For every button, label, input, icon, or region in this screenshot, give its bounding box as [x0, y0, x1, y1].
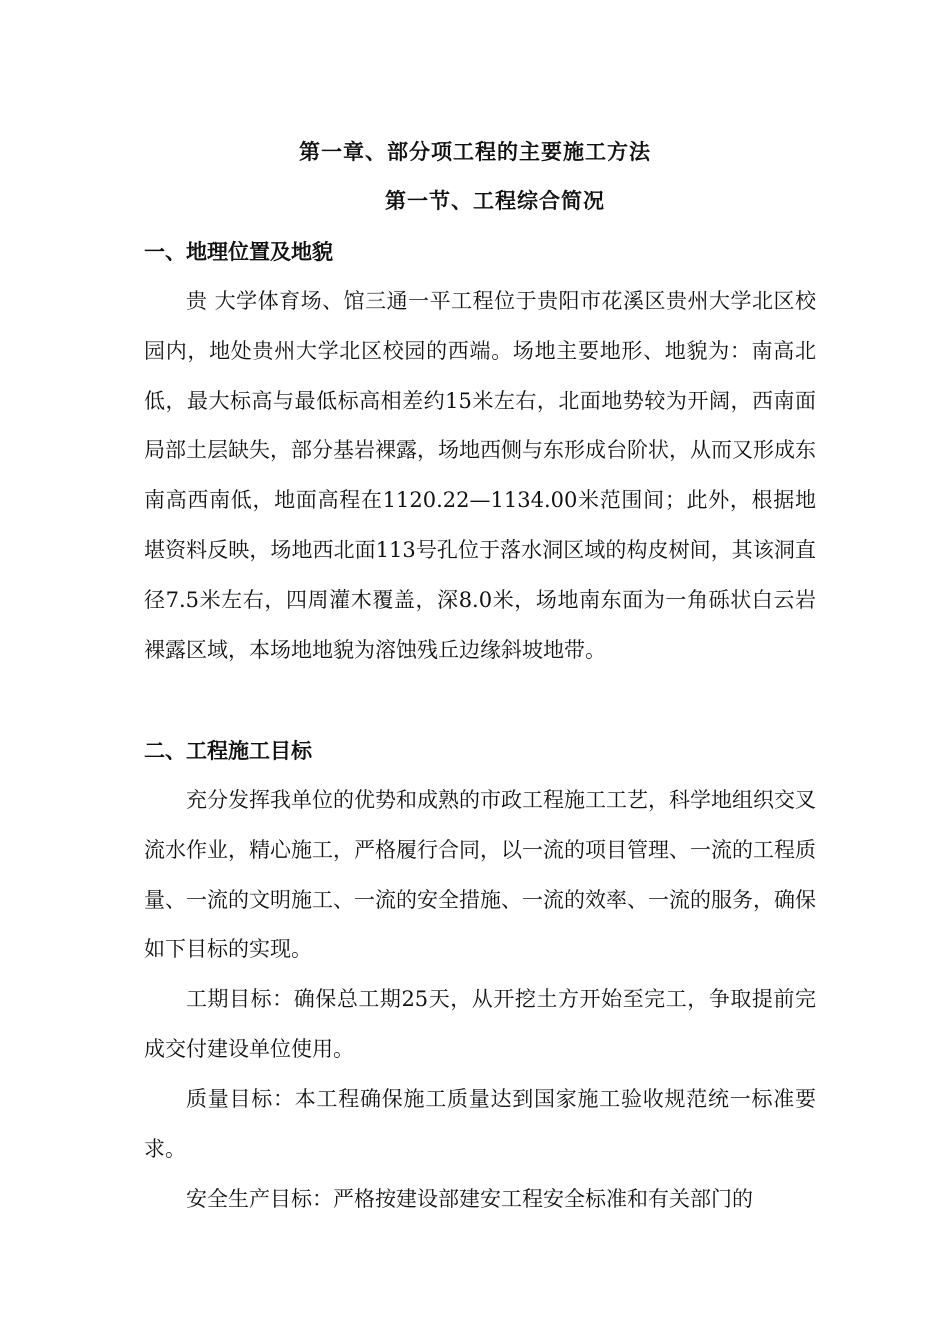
paragraph-schedule-goal: 工期目标：确保总工期25天，从开挖土方开始至完工，争取提前完成交付建设单位使用。 — [144, 987, 816, 1061]
heading-location-landform: 一、地理位置及地貌 — [144, 239, 333, 264]
paragraph-safety-goal: 安全生产目标：严格按建设部建安工程安全标准和有关部门的 — [186, 1187, 753, 1211]
heading-construction-goals: 二、工程施工目标 — [144, 738, 312, 763]
paragraph-quality-goal: 质量目标：本工程确保施工质量达到国家施工验收规范统一标准要求。 — [144, 1087, 816, 1161]
section-title: 第一节、工程综合简况 — [385, 188, 605, 213]
paragraph-goals-intro: 充分发挥我单位的优势和成熟的市政工程施工工艺，科学地组织交叉流水作业，精心施工，严格履行合同，以一流的项目管理、一流的工程质量、一流的文明施工、一流的安全措施、一流的效率、一流的服务，确保如下目标的实现。 — [144, 788, 816, 962]
chapter-title: 第一章、部分项工程的主要施工方法 — [299, 139, 651, 164]
paragraph-location-description: 贵 大学体育场、馆三通一平工程位于贵阳市花溪区贵州大学北区校园内，地处贵州大学北区校园的西端。场地主要地形、地貌为：南高北低，最大标高与最低标高相差约15米左右，北面地势较为开阔，西南面局部土层缺失，部分基岩裸露，场地西侧与东形成台阶状，从而又形成东南高西南低，地面高程在1120.22—1134.00米范围间；此外，根据地堪资料反映，场地西北面113号孔位于落水洞区域的构皮树间，其该洞直径7.5米左右，四周灌木覆盖，深8.0米，场地南东面为一角砾状白云岩裸露区域，本场地地貌为溶蚀残丘边缘斜坡地带。 — [144, 289, 816, 662]
